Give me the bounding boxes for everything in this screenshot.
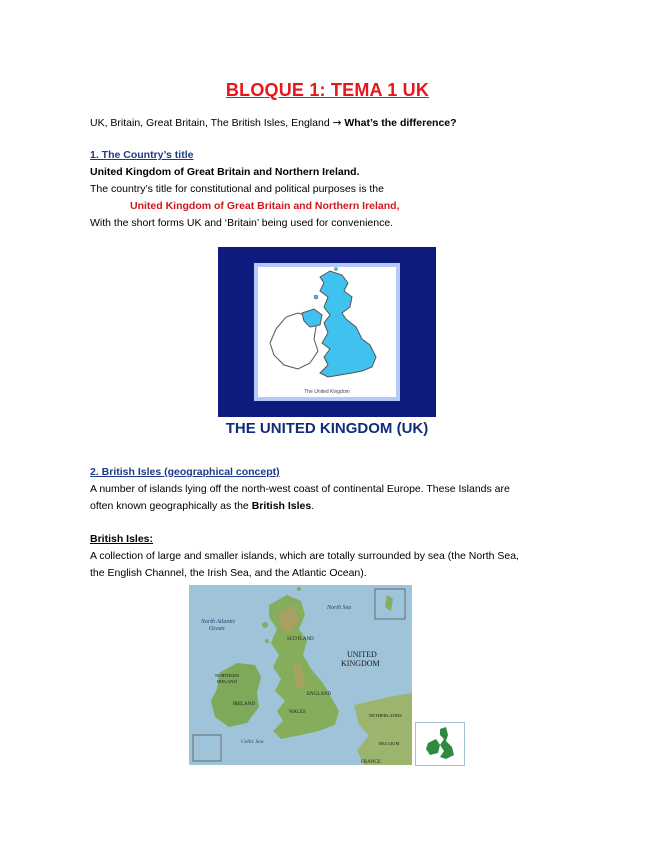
section2-heading: 2. British Isles (geographical concept) — [90, 466, 280, 478]
intro-line — [90, 116, 457, 130]
island-shape — [265, 639, 269, 643]
uk-inset-svg — [416, 723, 464, 765]
map-label-ireland: IRELAND — [233, 702, 255, 707]
section2-sub-line1: A collection of large and smaller islands, which are totally surrounded by sea (the North Sea, — [90, 550, 519, 562]
section1-red-line: United Kingdom of Great Britain and Northern Ireland, — [130, 200, 400, 212]
inset-great-britain-shape — [440, 727, 454, 759]
intro-text: UK, Britain, Great Britain, The British Isles, England — [90, 117, 330, 129]
uk-map-frame — [254, 263, 400, 401]
uk-figure-caption: THE UNITED KINGDOM (UK) — [225, 420, 429, 437]
section1-heading: 1. The Country’s title — [90, 149, 194, 161]
map-label-celtic-sea: Celtic Sea — [241, 739, 264, 745]
map-label-england: ENGLAND — [307, 692, 332, 697]
section1-line2: The country’s title for constitutional and political purposes is the — [90, 183, 384, 195]
section1-line4: With the short forms UK and ‘Britain’ being used for convenience. — [90, 217, 394, 229]
map-label-france: FRANCE — [361, 760, 381, 765]
british-isles-term: British Isles — [251, 500, 312, 512]
island-shape — [335, 268, 338, 271]
british-isles-subheading: British Isles: — [90, 533, 154, 545]
intro-question: What’s the difference? — [344, 117, 457, 129]
map-label-scotland: SCOTLAND — [287, 637, 314, 642]
map-label-belgium: BELGIUM — [379, 741, 400, 746]
inset-ireland-shape — [426, 739, 440, 755]
section2-para-line2 — [90, 499, 314, 513]
uk-inset-image — [415, 722, 465, 766]
section1-bold-line: United Kingdom of Great Britain and Northern Ireland. — [90, 166, 360, 178]
section2-para-line1: A number of islands lying off the north-west coast of continental Europe. These Islands are — [90, 483, 510, 495]
map-label-north-atlantic: North Atlantic — [201, 619, 236, 625]
uk-map-image — [258, 267, 396, 397]
uk-map-small-caption: The United Kingdom — [304, 389, 350, 395]
page-title: BLOQUE 1: TEMA 1 UK — [225, 80, 430, 100]
map-label-kingdom: KINGDOM — [341, 659, 380, 668]
british-isles-map — [189, 585, 412, 765]
map-label-united: UNITED — [347, 650, 377, 659]
section2-para-line2-pre: often known geographically as the — [90, 500, 252, 512]
section2-para-line2-post: . — [311, 500, 315, 512]
island-shape — [314, 295, 318, 299]
island-shape — [262, 622, 268, 628]
island-shape — [297, 587, 301, 591]
great-britain-shape — [320, 271, 376, 377]
map-label-north-sea: North Sea — [327, 605, 352, 611]
map-label-wales: WALES — [289, 710, 306, 715]
section2-sub-line2: the English Channel, the Irish Sea, and the Atlantic Ocean). — [90, 567, 367, 579]
arrow-right-icon: → — [332, 117, 342, 129]
map-label-northern: NORTHERN — [215, 673, 240, 678]
map-label-ocean: Ocean — [209, 626, 225, 632]
british-isles-map-image — [189, 585, 412, 765]
map-label-ireland-n: IRELAND — [217, 679, 237, 684]
map-label-netherlands: NETHERLANDS — [369, 713, 402, 718]
uk-map-figure — [218, 247, 436, 417]
